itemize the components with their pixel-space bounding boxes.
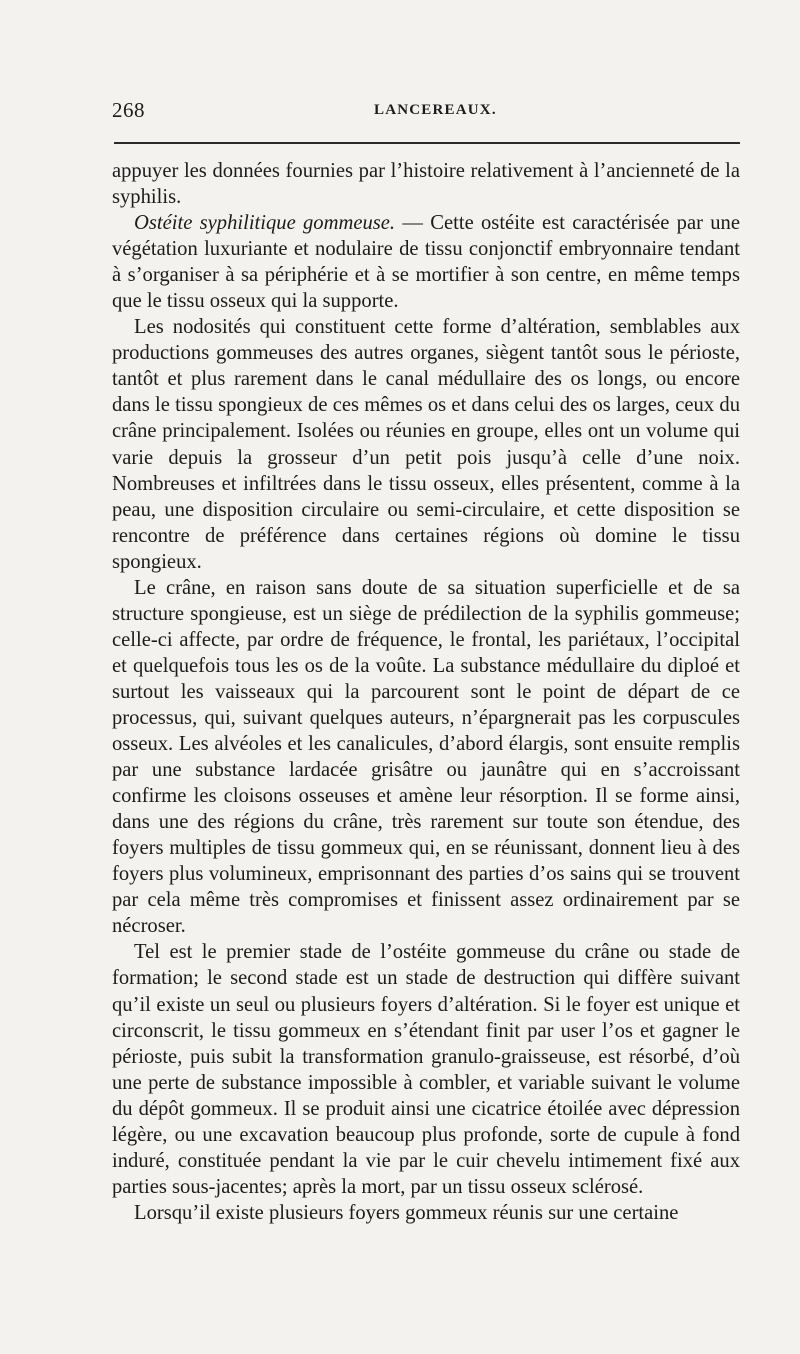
section-title: Ostéite syphilitique gommeuse.	[134, 212, 396, 235]
page-number: 268	[112, 98, 145, 122]
paragraph-nodosites: Les nodosités qui constituent cette forme d’altération, semblables aux productions gommeuses des autres organes, siègent tantôt sous le périoste, tantôt et plus rarement dans le canal médullaire des os longs, ou encore dans le tissu spongieux de ces mêmes os et dans celui des os larges, ceux du crâne principalement. Isolées ou réunies en groupe, elles ont un volume qui varie depuis la grosseur d’un petit pois jusqu’à celle d’une noix. Nombreuses et infiltrées dans le tissu osseux, elles présentent, comme à la peau, une disposition circulaire ou semi-circulaire, et cette disposition se rencontre de préférence dans certaines régions où domine le tissu spongieux.	[112, 316, 740, 573]
paragraph-osteite-gommeuse	[112, 210, 740, 314]
body-text	[112, 158, 740, 1226]
paragraph-text: — Cette ostéite est caractérisée par une végétation luxuriante et nodulaire de tissu conjonctif embryonnaire tendant à s’organiser à sa périphérie et à se mortifier à son centre, en même temps que le tissu osseux qui la supporte.	[112, 212, 740, 313]
paragraph-crane: Le crâne, en raison sans doute de sa situation superficielle et de sa structure spongieuse, est un siège de prédilection de la syphilis gommeuse; celle-ci affecte, par ordre de fréquence, le frontal, les pariétaux, l’occipital et quelquefois tous les os de la voûte. La substance médullaire du diploé et surtout les vaisseaux qui la parcourent sont le point de départ de ce processus, qui, suivant quelques auteurs, n’épargnerait pas les corpuscules osseux. Les alvéoles et les canalicules, d’abord élargis, sont ensuite remplis par une substance lardacée grisâtre ou jaunâtre qui en s’accroissant confirme les cloisons osseuses et amène leur résorption. Il se forme ainsi, dans une des régions du crâne, très rarement sur toute son étendue, des foyers multiples de tissu gommeux qui, en se réunissant, donnent lieu à des foyers plus volumineux, emprisonnant des parties d’os sains qui se trouvent par cela même très compromises et finissent assez ordinairement par se nécroser.	[112, 576, 740, 938]
running-head	[112, 98, 738, 126]
paragraph-stades: Tel est le premier stade de l’ostéite gommeuse du crâne ou stade de formation; le second stade est un stade de destruction qui diffère suivant qu’il existe un seul ou plusieurs foyers d’altération. Si le foyer est unique et circonscrit, le tissu gommeux en s’étendant finit par user l’os et gagner le périoste, puis subit la transformation granulo-graisseuse, est résorbé, d’où une perte de substance impossible à combler, et variable suivant le volume du dépôt gommeux. Il se produit ainsi une cicatrice étoilée avec dépression légère, ou une excavation beaucoup plus profonde, sorte de cupule à fond induré, constituée pendant la vie par le cuir chevelu intimement fixé aux parties sous-jacentes; après la mort, par un tissu osseux sclérosé.	[112, 941, 740, 1198]
paragraph-continued: appuyer les données fournies par l’histoire relativement à l’ancienneté de la syphilis.	[112, 160, 740, 209]
running-title: LANCEREAUX.	[374, 102, 497, 118]
paragraph-plusieurs-foyers: Lorsqu’il existe plusieurs foyers gommeux réunis sur une certaine	[134, 1201, 679, 1224]
header-rule	[114, 142, 740, 144]
